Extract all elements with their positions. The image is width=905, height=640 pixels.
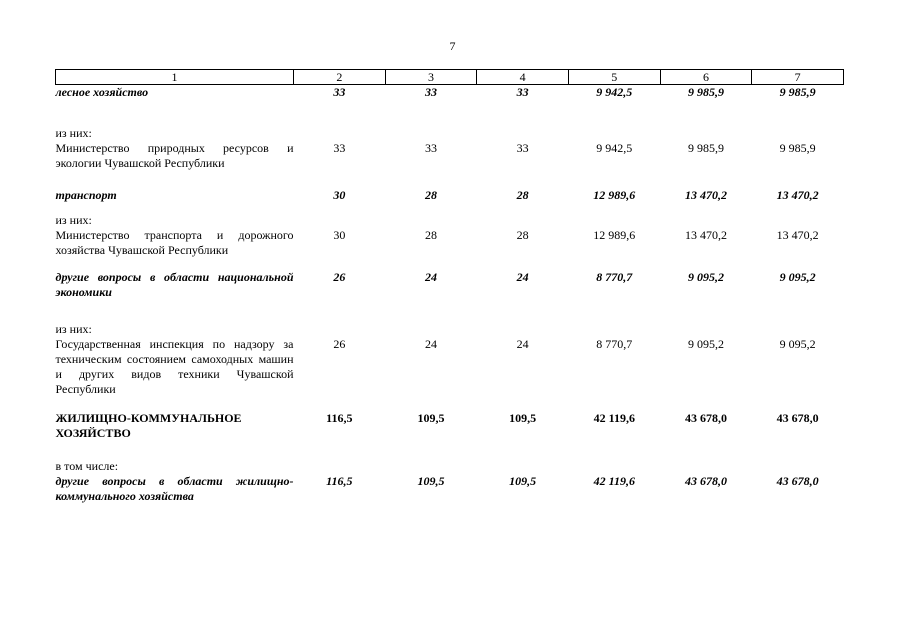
value-cell: 33 — [424, 141, 437, 155]
value-cell: 30 — [333, 188, 346, 202]
value-cell: 26 — [333, 337, 346, 351]
header-cell: 2 — [294, 70, 386, 85]
value-cell: 13 470,2 — [776, 188, 819, 202]
table-row — [56, 85, 844, 101]
value-cell: 13 470,2 — [684, 188, 727, 202]
value-cell: 24 — [424, 337, 437, 351]
value-cell: 9 985,9 — [779, 85, 816, 99]
value-cell: 9 985,9 — [687, 141, 724, 155]
spacer-row — [56, 441, 844, 459]
header-cell: 1 — [56, 70, 294, 85]
value-cell: 28 — [516, 228, 529, 242]
table-row — [56, 337, 844, 397]
value-cell: 12 989,6 — [593, 188, 636, 202]
intro-row — [56, 213, 844, 228]
value-cell: 9 942,5 — [596, 85, 633, 99]
value-cell: 24 — [516, 270, 529, 284]
value-cell: 33 — [333, 141, 346, 155]
value-cell: 43 678,0 — [776, 474, 819, 488]
value-cell: 116,5 — [326, 474, 353, 488]
value-cell: 116,5 — [326, 411, 353, 425]
value-cell: 9 095,2 — [779, 337, 816, 351]
row-label: Государственная инспекция по надзору за техническим состоянием самоходных машин и других видов техники Чувашской Республики — [55, 337, 294, 396]
header-cell: 6 — [660, 70, 752, 85]
value-cell: 26 — [333, 270, 346, 284]
spacer-row — [56, 300, 844, 322]
spacer-row — [56, 397, 844, 411]
table-row — [56, 474, 844, 504]
value-cell: 42 119,6 — [593, 474, 635, 488]
spacer-row — [56, 100, 844, 126]
value-cell: 24 — [516, 337, 529, 351]
value-cell: 33 — [516, 141, 529, 155]
value-cell: 28 — [516, 188, 529, 202]
table-row — [56, 411, 844, 441]
page-number: 7 — [449, 39, 456, 53]
value-cell: 109,5 — [509, 411, 537, 425]
value-cell: 9 985,9 — [687, 85, 724, 99]
row-label: лесное хозяйство — [55, 85, 149, 99]
intro-row — [56, 322, 844, 337]
table-row — [56, 188, 844, 203]
table-row — [56, 141, 844, 171]
value-cell: 109,5 — [417, 474, 445, 488]
spacer-row — [56, 258, 844, 270]
spacer-row — [56, 203, 844, 213]
table-row — [56, 228, 844, 258]
row-intro: в том числе: — [55, 459, 119, 473]
value-cell: 109,5 — [509, 474, 537, 488]
value-cell: 8 770,7 — [596, 337, 633, 351]
row-label: Министерство природных ресурсов и экологии Чувашской Республики — [55, 141, 294, 170]
value-cell: 28 — [424, 188, 437, 202]
value-cell: 9 095,2 — [687, 270, 724, 284]
value-cell: 28 — [424, 228, 437, 242]
value-cell: 9 095,2 — [687, 337, 724, 351]
row-label: транспорт — [55, 188, 117, 202]
value-cell: 43 678,0 — [684, 474, 727, 488]
header-cell: 3 — [385, 70, 477, 85]
spacer-row — [56, 171, 844, 188]
intro-row — [56, 126, 844, 141]
row-label: ЖИЛИЩНО-КОММУНАЛЬНОЕ ХОЗЯЙСТВО — [55, 411, 242, 440]
value-cell: 9 095,2 — [779, 270, 816, 284]
table-header — [56, 70, 844, 85]
header-cell: 4 — [477, 70, 569, 85]
header-cell: 7 — [752, 70, 844, 85]
table-row — [56, 270, 844, 300]
row-label: другие вопросы в области жилищно-коммунального хозяйства — [55, 474, 294, 503]
value-cell: 43 678,0 — [684, 411, 727, 425]
value-cell: 12 989,6 — [593, 228, 636, 242]
value-cell: 8 770,7 — [596, 270, 633, 284]
value-cell: 24 — [424, 270, 437, 284]
value-cell: 30 — [333, 228, 346, 242]
value-cell: 109,5 — [417, 411, 445, 425]
value-cell: 33 — [333, 85, 346, 99]
row-label: Министерство транспорта и дорожного хозяйства Чувашской Республики — [55, 228, 294, 257]
row-label: другие вопросы в области национальной экономики — [55, 270, 294, 299]
value-cell: 13 470,2 — [776, 228, 819, 242]
value-cell: 33 — [516, 85, 529, 99]
row-intro: из них: — [55, 126, 92, 140]
header-cell: 5 — [568, 70, 660, 85]
value-cell: 33 — [424, 85, 437, 99]
value-cell: 9 985,9 — [779, 141, 816, 155]
row-intro: из них: — [55, 322, 92, 336]
value-cell: 9 942,5 — [596, 141, 633, 155]
value-cell: 43 678,0 — [776, 411, 819, 425]
row-intro: из них: — [55, 213, 92, 227]
intro-row — [56, 459, 844, 474]
value-cell: 42 119,6 — [593, 411, 635, 425]
value-cell: 13 470,2 — [684, 228, 727, 242]
budget-table — [55, 69, 844, 504]
